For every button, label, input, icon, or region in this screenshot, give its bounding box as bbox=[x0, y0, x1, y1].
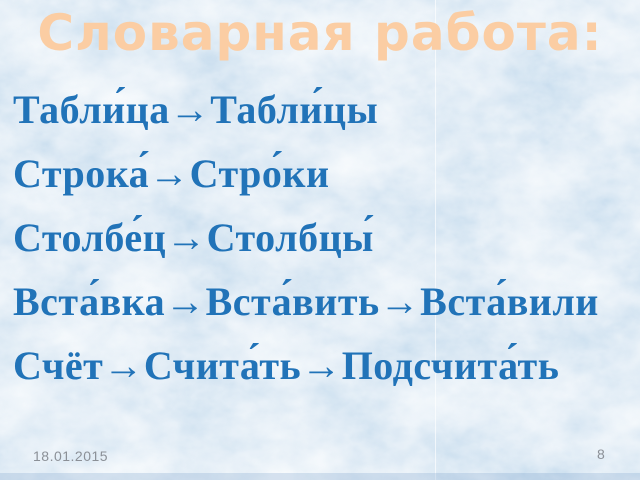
vocab-line-stroka: Строка́→Стро́ки bbox=[13, 151, 330, 196]
slide-page-number: 8 bbox=[597, 446, 605, 462]
vocab-line-schyot: Счёт→Счита́ть→Подсчита́ть bbox=[13, 343, 560, 388]
vocab-line-tablitsa: Табли́ца→Табли́цы bbox=[13, 87, 379, 132]
slide-date: 18.01.2015 bbox=[33, 448, 109, 464]
vocabulary-list bbox=[13, 78, 640, 398]
slide-bottom-edge bbox=[0, 473, 640, 480]
vocab-line-stolbets: Столбе́ц→Столбцы́ bbox=[13, 215, 374, 260]
vocab-line-vstavka: Вста́вка→Вста́вить→Вста́вили bbox=[13, 279, 599, 324]
slide-title: Словарная работа: bbox=[37, 4, 603, 62]
